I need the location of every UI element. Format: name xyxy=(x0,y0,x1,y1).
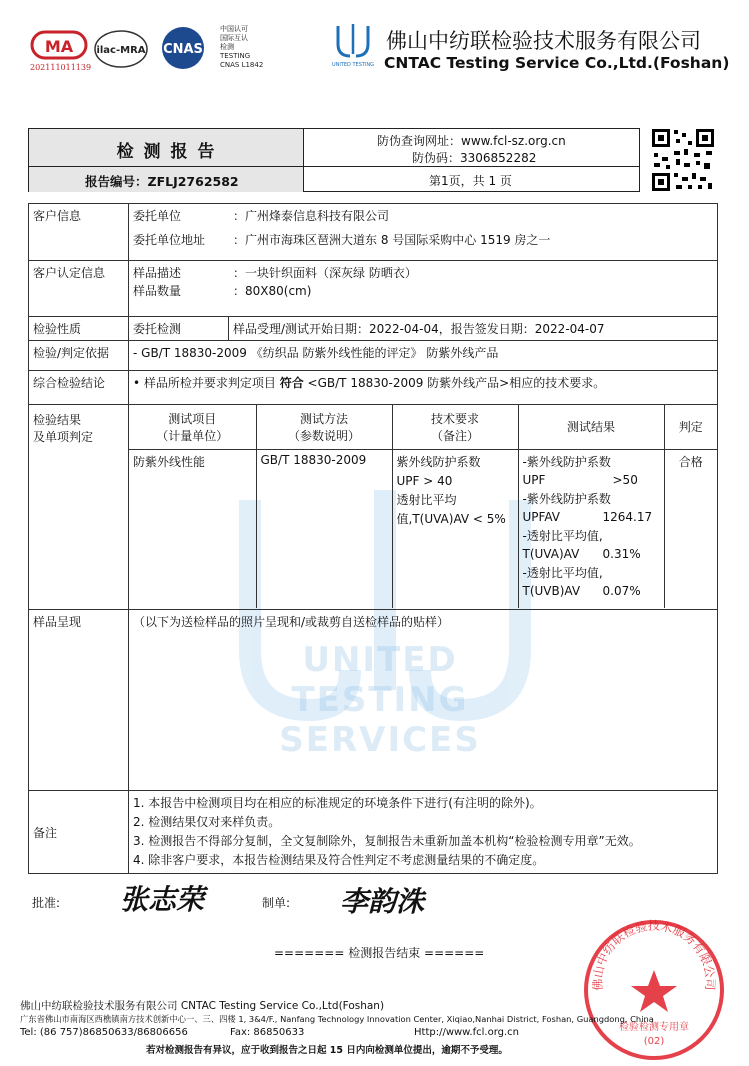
conclusion-value: • 样品所检并要求判定项目 符合 <GB/T 18830-2009 防紫外线产品>相应的技术要求。 xyxy=(129,371,718,405)
nature-dates: 样品受理/测试开始日期：2022-04-04，报告签发日期：2022-04-07 xyxy=(229,317,718,341)
header-requirement: 技术要求 （备注） xyxy=(392,405,518,449)
svg-text:CNAS: CNAS xyxy=(163,42,203,57)
header-test-item: 测试项目 （计量单位） xyxy=(129,405,256,449)
approve-signature: 张志荣 xyxy=(120,883,205,916)
test-method: GB/T 18830-2009 xyxy=(256,449,392,608)
make-signature: 李韵洙 xyxy=(340,885,425,918)
client-unit-value: ：广州烽泰信息科技有限公司 xyxy=(233,209,390,223)
company-name-en: CNTAC Testing Service Co.,Ltd.(Foshan) xyxy=(384,54,730,72)
client-addr-label: 委托单位地址 xyxy=(133,233,206,247)
remark-item: 3. 检测报告不得部分复制，全文复制除外，复制报告未重新加盖本机构“检验检测专用章”无效。 xyxy=(133,834,641,848)
footer-notice: 若对检测报告有异议，应于收到报告之日起 15 日内向检测单位提出，逾期不予受理。 xyxy=(146,1045,508,1056)
cma-cert-number: 202111011139 xyxy=(30,63,92,72)
result-line: UPFAV 1264.17 xyxy=(522,510,653,524)
nature-section-label: 检验性质 xyxy=(29,317,129,341)
cnas-text: 中国认可 国际互认 检测 TESTING CNAS L1842 xyxy=(220,25,264,69)
footer-tel: Tel: (86 757)86850633/86806656 xyxy=(20,1027,188,1038)
result-line: -紫外线防护系数 xyxy=(522,491,611,506)
requirement: 紫外线防护系数 UPF > 40 透射比平均 值,T(UVA)AV < 5% xyxy=(392,449,518,608)
verify-code: 防伪码：3306852282 xyxy=(412,151,537,165)
approve-label: 批准: xyxy=(32,896,61,910)
result-line: T(UVB)AV 0.07% xyxy=(522,584,641,598)
remarks-list xyxy=(129,791,718,874)
results-section-label: 检验结果 及单项判定 xyxy=(29,405,129,610)
basis-value: - GB/T 18830-2009 《纺织品 防紫外线性能的评定》 防紫外线产品 xyxy=(129,341,718,371)
sample-desc-value: ：一块针织面料（深灰绿 防晒衣） xyxy=(233,266,417,280)
header-test-method: 测试方法 （参数说明） xyxy=(256,405,392,449)
qr-code xyxy=(650,127,716,193)
remark-item: 4. 除非客户要求，本报告检测结果及符合性判定不考虑测量结果的不确定度。 xyxy=(133,853,545,867)
sample-qty-label: 样品数量 xyxy=(133,284,182,298)
report-end: ======= 检测报告结束 ====== xyxy=(274,946,485,960)
svg-text:(02): (02) xyxy=(643,1036,665,1047)
svg-text:检验检测专用章: 检验检测专用章 xyxy=(619,1022,689,1033)
report-header xyxy=(28,128,640,192)
footer-web: Http://www.fcl.org.cn xyxy=(414,1027,520,1038)
company-name-cn: 佛山中纺联检验技术服务有限公司 xyxy=(386,29,701,53)
test-result xyxy=(518,449,664,608)
cnas-logo xyxy=(150,26,216,70)
result-line: -紫外线防护系数 xyxy=(522,454,611,469)
sample-desc-label: 样品描述 xyxy=(133,266,182,280)
report-title: 检 测 报 告 xyxy=(116,142,217,162)
nature-value: 委托检测 xyxy=(129,317,229,341)
remark-item: 1. 本报告中检测项目均在相应的标准规定的环境条件下进行(有注明的除外)。 xyxy=(133,796,542,810)
client-section-label: 客户信息 xyxy=(29,204,129,261)
test-item: 防紫外线性能 xyxy=(129,449,256,608)
logo-caption: UNITED TESTING xyxy=(331,62,375,68)
svg-text:MA: MA xyxy=(44,37,74,56)
presentation-section-label: 样品呈现 xyxy=(29,610,129,791)
svg-text:佛山中纺联检验技术服务有限公司: 佛山中纺联检验技术服务有限公司 xyxy=(590,918,718,992)
result-line: -透射比平均值, xyxy=(522,528,603,543)
client-addr-value: ：广州市海珠区琶洲大道东 8 号国际采购中心 1519 房之一 xyxy=(233,233,551,247)
verdict: 合格 xyxy=(664,449,717,608)
footer-address: 广东省佛山市南海区西樵镇南方技术创新中心一、三、四楼 1, 3&4/F., Nanfang Technology Innovation Center, Xiqiao,Nanhai District, Foshan, Guangdong, China xyxy=(20,1014,654,1024)
result-line: T(UVA)AV 0.31% xyxy=(522,547,641,561)
make-label: 制单: xyxy=(262,896,291,910)
header-verdict: 判定 xyxy=(664,405,717,449)
page-info: 第1页，共 1 页 xyxy=(429,174,512,188)
report-table xyxy=(28,203,718,874)
results-table xyxy=(129,405,717,608)
basis-section-label: 检验/判定依据 xyxy=(29,341,129,371)
conclusion-section-label: 综合检验结论 xyxy=(29,371,129,405)
presentation-note: （以下为送检样品的照片呈现和/或裁剪自送检样品的贴样） xyxy=(129,610,718,791)
result-line: -透射比平均值, xyxy=(522,565,603,580)
remark-item: 2. 检测结果仅对来样负责。 xyxy=(133,815,281,829)
footer-fax: Fax: 86850633 xyxy=(230,1027,305,1038)
footer-company: 佛山中纺联检验技术服务有限公司 CNTAC Testing Service Co.,Ltd(Foshan) xyxy=(20,1000,385,1012)
header-result: 测试结果 xyxy=(518,405,664,449)
official-stamp xyxy=(582,918,726,1062)
svg-text:ilac-MRA: ilac-MRA xyxy=(96,45,146,56)
watermark-text: UNITED TESTING SERVICES xyxy=(279,640,481,760)
cma-logo xyxy=(30,28,88,62)
sample-qty-value: ：80X80(cm) xyxy=(233,284,312,298)
sample-section-label: 客户认定信息 xyxy=(29,261,129,317)
ilac-logo xyxy=(93,28,149,70)
verify-site: 防伪查询网址：www.fcl-sz.org.cn xyxy=(377,134,566,148)
remarks-section-label: 备注 xyxy=(29,791,129,874)
report-number: 报告编号：ZFLJ2762582 xyxy=(85,174,239,189)
result-line: UPF >50 xyxy=(522,473,638,487)
client-unit-label: 委托单位 xyxy=(133,209,182,223)
